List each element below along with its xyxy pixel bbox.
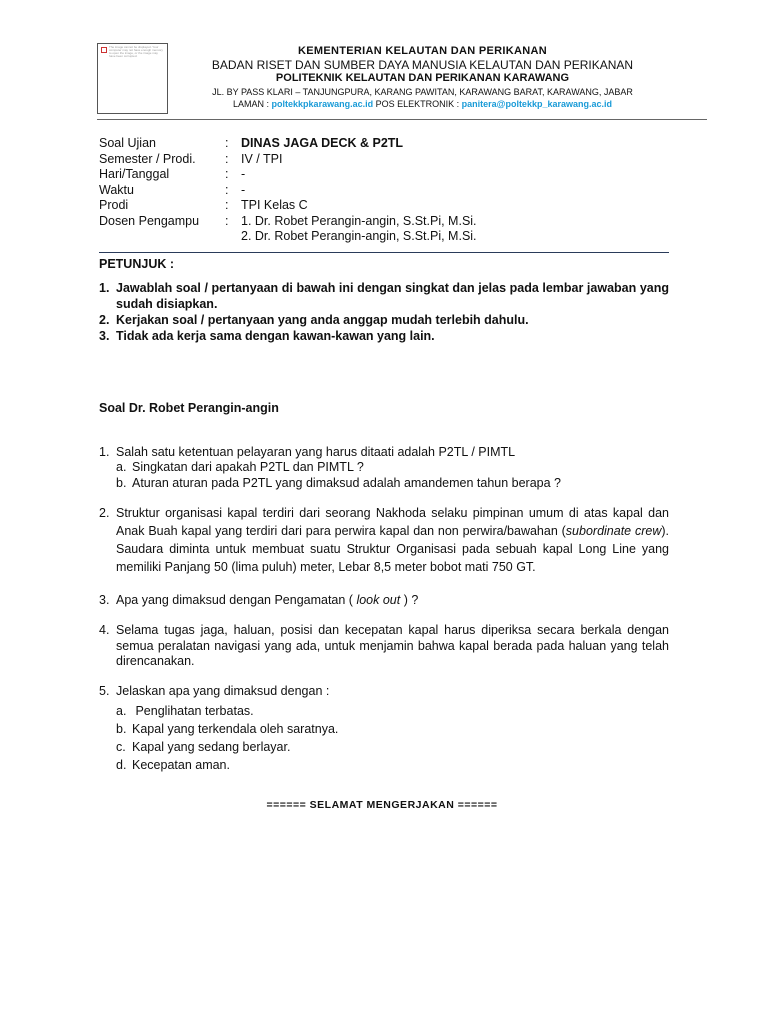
sub-text: Singkatan dari apakah P2TL dan PIMTL ? [132, 460, 364, 474]
sub-text: Penglihatan terbatas. [132, 703, 254, 718]
question-text [99, 504, 669, 576]
info-colon: : [225, 182, 229, 197]
sub-question [116, 476, 669, 492]
question-4 [99, 623, 669, 670]
question-body: Jelaskan apa yang dimaksud dengan : [116, 684, 330, 698]
letterhead [205, 44, 640, 110]
info-key: Semester / Prodi. [99, 151, 196, 166]
info-key: Prodi [99, 198, 129, 212]
email-link[interactable]: panitera@poltekkp_karawang.ac.id [461, 99, 612, 109]
question-body: Apa yang dimaksud dengan Pengamatan ( [116, 593, 357, 607]
sub-question-list [99, 460, 669, 491]
question-1 [99, 444, 669, 491]
item-number: 3. [99, 329, 110, 343]
question-text [99, 623, 669, 670]
question-2 [99, 504, 669, 576]
agency-name: BADAN RISET DAN SUMBER DAYA MANUSIA KELAUTAN DAN PERIKANAN [211, 58, 634, 72]
question-number: 4. [99, 623, 110, 637]
info-key: Dosen Pengampu [99, 213, 200, 228]
sub-question [116, 756, 669, 774]
logo-placeholder [97, 43, 168, 114]
sub-question-list [99, 702, 669, 774]
info-value: DINAS JAGA DECK & P2TL [241, 136, 404, 150]
question-body-cont: ) ? [400, 593, 419, 607]
sub-question [116, 460, 669, 476]
question-number: 2. [99, 506, 110, 520]
info-value: TPI Kelas C [241, 198, 308, 212]
sub-text: Aturan aturan pada P2TL yang dimaksud adalah amandemen tahun berapa ? [132, 475, 562, 490]
item-text: Jawablah soal / pertanyaan di bawah ini dengan singkat dan jelas pada lembar jawaban yang sudah disiapkan. [116, 281, 669, 311]
sub-question [116, 702, 669, 720]
website-link[interactable]: poltekkpkarawang.ac.id [271, 99, 374, 109]
question-italic-term: subordinate crew [565, 524, 662, 538]
sub-letter: c. [116, 739, 126, 754]
ministry-name: KEMENTERIAN KELAUTAN DAN PERIKANAN [298, 45, 547, 57]
info-key: Waktu [99, 182, 134, 197]
website-label: LAMAN : [233, 99, 270, 109]
info-value: IV / TPI [241, 151, 283, 166]
info-value: - [241, 182, 246, 197]
question-number: 3. [99, 593, 110, 607]
sub-text: Kapal yang terkendala oleh saratnya. [132, 721, 339, 736]
info-colon: : [225, 167, 229, 181]
question-body: Salah satu ketentuan pelayaran yang harus ditaati adalah P2TL / PIMTL [116, 445, 516, 459]
question-body: Struktur organisasi kapal terdiri dari seorang Nakhoda selaku pimpinan umum di atas kapal dan Anak Buah kapal yang terdiri dari para perwira kapal dan non perwira/bawahan ( [116, 506, 669, 538]
sub-letter: b. [116, 721, 127, 736]
item-text: Tidak ada kerja sama dengan kawan-kawan yang lain. [116, 329, 435, 343]
school-address: JL. BY PASS KLARI – TANJUNGPURA, KARANG PAWITAN, KARAWANG BARAT, KARAWANG, JABAR [212, 87, 633, 97]
instruction-item [99, 328, 669, 344]
info-colon: : [225, 136, 229, 150]
instruction-item [99, 280, 669, 312]
question-text [99, 592, 669, 608]
info-key: Soal Ujian [99, 136, 156, 150]
info-value: - [241, 167, 246, 181]
header-divider [97, 119, 707, 120]
info-key: Hari/Tanggal [99, 167, 170, 181]
info-value: 2. Dr. Robet Perangin-angin, S.St.Pi, M.Si. [241, 229, 477, 243]
info-divider [99, 252, 669, 253]
instruction-item [99, 312, 669, 328]
instructions-list [99, 280, 669, 344]
sub-text: Kapal yang sedang berlayar. [132, 739, 291, 754]
question-text [99, 684, 669, 700]
question-number: 1. [99, 445, 110, 459]
sub-letter: b. [116, 475, 127, 490]
question-3 [99, 592, 669, 608]
broken-image-icon [101, 47, 107, 53]
sub-letter: d. [116, 757, 127, 772]
sub-question [116, 720, 669, 738]
sub-letter: a. [116, 703, 127, 718]
question-text [99, 444, 669, 460]
sub-letter: a. [116, 460, 127, 474]
question-body-cont: ). Saudara diminta untuk membuat suatu Struktur Organisasi pada sebuah kapal Long Line yang memiliki Panjang 50 (lima puluh) meter, Lebar 8,5 meter bobot mati 750 GT. [116, 524, 669, 574]
info-colon: : [225, 151, 229, 166]
section-title: Soal Dr. Robet Perangin-angin [99, 401, 279, 415]
item-number: 1. [99, 281, 110, 295]
item-text: Kerjakan soal / pertanyaan yang anda anggap mudah terlebih dahulu. [116, 313, 529, 327]
info-value: 1. Dr. Robet Perangin-angin, S.St.Pi, M.Si. [241, 213, 477, 228]
contact-line [205, 98, 640, 110]
question-number: 5. [99, 684, 110, 698]
sub-text: Kecepatan aman. [132, 757, 230, 772]
item-number: 2. [99, 313, 110, 327]
info-colon: : [225, 213, 229, 228]
question-body: Selama tugas jaga, haluan, posisi dan kecepatan kapal harus diperiksa secara berkala dengan semua peralatan navigasi yang ada, untuk menjamin bahwa kapal berada pada haluan yang telah direncanakan. [116, 623, 669, 668]
instructions-title: PETUNJUK : [99, 257, 175, 271]
sub-question [116, 738, 669, 756]
logo-alt-text: The image cannot be displayed. Your computer may not have enough memory to open the image, or the image may have been corrupted. [109, 45, 163, 58]
question-italic-term: look out [356, 593, 401, 607]
email-label: POS ELEKTRONIK : [375, 99, 460, 109]
info-colon: : [225, 198, 229, 212]
closing-message: ====== SELAMAT MENGERJAKAN ====== [266, 799, 498, 811]
question-5 [99, 684, 669, 774]
school-name: POLITEKNIK KELAUTAN DAN PERIKANAN KARAWANG [275, 72, 570, 84]
